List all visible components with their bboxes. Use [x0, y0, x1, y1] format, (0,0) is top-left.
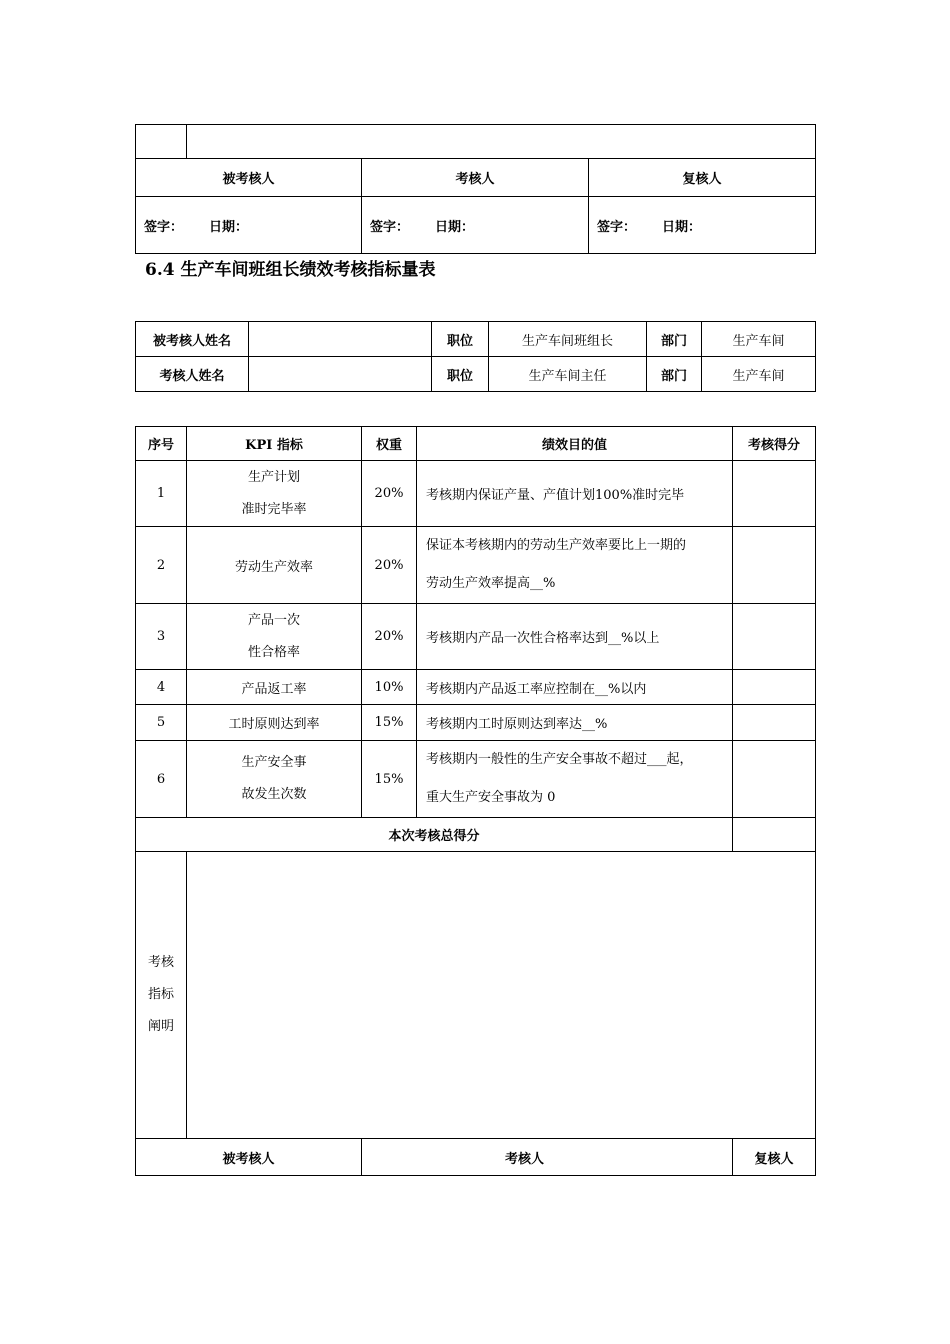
table-row	[136, 705, 816, 741]
reviewee-name-field[interactable]	[249, 322, 432, 357]
position-label: 职位	[432, 357, 489, 392]
dept-label: 部门	[647, 357, 702, 392]
header-no: 序号	[136, 427, 187, 461]
row-no: 4	[136, 670, 187, 705]
position-value: 生产车间班组长	[489, 322, 647, 357]
row-weight: 20%	[362, 461, 417, 527]
row-score-field[interactable]	[733, 527, 816, 604]
position-label: 职位	[432, 322, 489, 357]
row-weight: 15%	[362, 705, 417, 741]
dept-value: 生产车间	[702, 357, 816, 392]
reviewer-name-label: 考核人姓名	[136, 357, 249, 392]
role-reviewee: 被考核人	[136, 159, 362, 197]
dept-value: 生产车间	[702, 322, 816, 357]
header-kpi: KPI 指标	[187, 427, 362, 461]
reviewer-name-field[interactable]	[249, 357, 432, 392]
row-kpi: 产品返工率	[187, 670, 362, 705]
row-weight: 15%	[362, 741, 417, 818]
sign-label: 签字：	[597, 219, 637, 235]
row-kpi: 劳动生产效率	[187, 527, 362, 604]
table-row	[136, 741, 816, 818]
row-target: 考核期内产品一次性合格率达到__%以上	[417, 604, 733, 670]
date-label: 日期：	[435, 219, 475, 235]
footer-role-reviewer: 考核人	[362, 1139, 733, 1176]
date-label: 日期：	[209, 219, 249, 235]
row-kpi: 工时原则达到率	[187, 705, 362, 741]
row-target: 考核期内产品返工率应控制在__%以内	[417, 670, 733, 705]
table-row	[136, 527, 816, 604]
dept-label: 部门	[647, 322, 702, 357]
total-score-label: 本次考核总得分	[136, 818, 733, 852]
row-kpi: 生产计划 准时完毕率	[187, 461, 362, 527]
row-score-field[interactable]	[733, 461, 816, 527]
row-score-field[interactable]	[733, 741, 816, 818]
role-rechecker: 复核人	[589, 159, 816, 197]
role-reviewer: 考核人	[362, 159, 589, 197]
row-target: 考核期内工时原则达到率达__%	[417, 705, 733, 741]
row-no: 5	[136, 705, 187, 741]
header-score: 考核得分	[733, 427, 816, 461]
table-row	[136, 461, 816, 527]
blank-cell	[136, 125, 187, 159]
section-heading: 6.4 生产车间班组长绩效考核指标量表	[145, 260, 436, 280]
position-value: 生产车间主任	[489, 357, 647, 392]
header-target: 绩效目的值	[417, 427, 733, 461]
total-score-field[interactable]	[733, 818, 816, 852]
row-no: 3	[136, 604, 187, 670]
row-score-field[interactable]	[733, 670, 816, 705]
row-score-field[interactable]	[733, 705, 816, 741]
signature-cell-reviewer[interactable]	[362, 197, 589, 254]
header-weight: 权重	[362, 427, 417, 461]
row-score-field[interactable]	[733, 604, 816, 670]
footer-role-reviewee: 被考核人	[136, 1139, 362, 1176]
info-table	[135, 321, 816, 392]
sign-label: 签字：	[370, 219, 410, 235]
table-row	[136, 604, 816, 670]
reviewee-name-label: 被考核人姓名	[136, 322, 249, 357]
date-label: 日期：	[662, 219, 702, 235]
signature-table-top	[135, 124, 816, 254]
row-target: 考核期内保证产量、产值计划100%准时完毕	[417, 461, 733, 527]
row-weight: 20%	[362, 604, 417, 670]
explain-field[interactable]	[187, 852, 816, 1139]
signature-cell-reviewee[interactable]	[136, 197, 362, 254]
explain-label: 考核 指标 阐明	[136, 852, 187, 1139]
row-no: 1	[136, 461, 187, 527]
kpi-table	[135, 426, 816, 1176]
footer-role-rechecker: 复核人	[733, 1139, 816, 1176]
signature-cell-rechecker[interactable]	[589, 197, 816, 254]
table-row	[136, 670, 816, 705]
row-kpi: 产品一次 性合格率	[187, 604, 362, 670]
row-target: 保证本考核期内的劳动生产效率要比上一期的 劳动生产效率提高__%	[417, 527, 733, 604]
row-target: 考核期内一般性的生产安全事故不超过___起， 重大生产安全事故为 0	[417, 741, 733, 818]
row-weight: 20%	[362, 527, 417, 604]
sign-label: 签字：	[144, 219, 184, 235]
row-weight: 10%	[362, 670, 417, 705]
row-kpi: 生产安全事 故发生次数	[187, 741, 362, 818]
row-no: 6	[136, 741, 187, 818]
row-no: 2	[136, 527, 187, 604]
blank-cell-wide	[187, 125, 816, 159]
